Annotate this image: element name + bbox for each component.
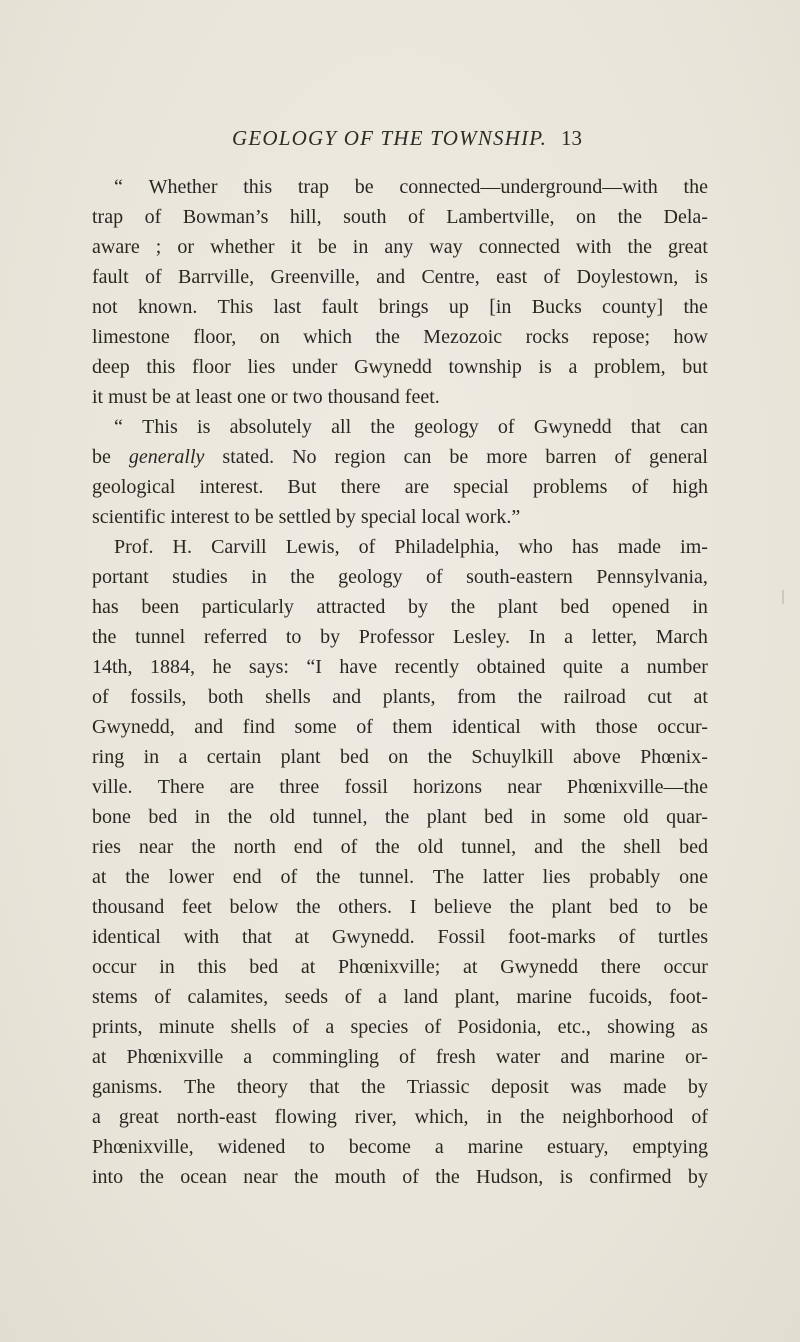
text-line: ganisms. The theory that the Triassic deposit was made by <box>92 1076 708 1098</box>
text-line: at the lower end of the tunnel. The latter lies probably one <box>92 866 708 888</box>
text-line: Phœnixville, widened to become a marine estuary, emptying <box>92 1136 708 1158</box>
text-line: ville. There are three fossil horizons near Phœnixville—the <box>92 776 708 798</box>
text-line: the tunnel referred to by Professor Lesley. In a letter, March <box>92 626 708 648</box>
text-line: bone bed in the old tunnel, the plant bed in some old quar- <box>92 806 708 828</box>
text-line: a great north-east flowing river, which, in the neighborhood of <box>92 1106 708 1128</box>
text-line: not known. This last fault brings up [in Bucks county] the <box>92 296 708 318</box>
text-line: prints, minute shells of a species of Posidonia, etc., showing as <box>92 1016 708 1038</box>
text-line: fault of Barrville, Greenville, and Centre, east of Doylestown, is <box>92 266 708 288</box>
text-line: it must be at least one or two thousand feet. <box>92 386 440 408</box>
text-line: has been particularly attracted by the plant bed opened in <box>92 596 708 618</box>
running-title: GEOLOGY OF THE TOWNSHIP. <box>232 126 548 150</box>
text-line: of fossils, both shells and plants, from the railroad cut at <box>92 686 708 708</box>
text-line: Prof. H. Carvill Lewis, of Philadelphia, who has made im- <box>114 536 708 558</box>
text-line: into the ocean near the mouth of the Hudson, is confirmed by <box>92 1166 708 1188</box>
text-line: 14th, 1884, he says: “I have recently obtained quite a number <box>92 656 708 678</box>
paper-mark <box>782 590 784 604</box>
text-line: identical with that at Gwynedd. Fossil foot-marks of turtles <box>92 926 708 948</box>
text-line: at Phœnixville a commingling of fresh water and marine or- <box>92 1046 708 1068</box>
text-line: portant studies in the geology of south-eastern Pennsylvania, <box>92 566 708 588</box>
text-line: “ Whether this trap be connected—underground—with the <box>114 176 708 198</box>
text-line: limestone floor, on which the Mezozoic rocks repose; how <box>92 326 708 348</box>
text-line: Gwynedd, and find some of them identical with those occur- <box>92 716 708 738</box>
text-line: stems of calamites, seeds of a land plant, marine fucoids, foot- <box>92 986 708 1008</box>
text-line: occur in this bed at Phœnixville; at Gwynedd there occur <box>92 956 708 978</box>
text-line: thousand feet below the others. I believe the plant bed to be <box>92 896 708 918</box>
text-line: scientific interest to be settled by special local work.” <box>92 506 521 528</box>
text-line: geological interest. But there are special problems of high <box>92 476 708 498</box>
page-header <box>232 126 582 156</box>
text-line: “ This is absolutely all the geology of Gwynedd that can <box>114 416 708 438</box>
text-line: be generally stated. No region can be more barren of general <box>92 446 708 468</box>
text-line: ries near the north end of the old tunnel, and the shell bed <box>92 836 708 858</box>
text-line: deep this floor lies under Gwynedd township is a problem, but <box>92 356 708 378</box>
page-number: 13 <box>561 126 582 150</box>
text-line: aware ; or whether it be in any way connected with the great <box>92 236 708 258</box>
text-line: trap of Bowman’s hill, south of Lambertville, on the Dela- <box>92 206 708 228</box>
text-line: ring in a certain plant bed on the Schuylkill above Phœnix- <box>92 746 708 768</box>
body-text <box>92 172 708 1192</box>
